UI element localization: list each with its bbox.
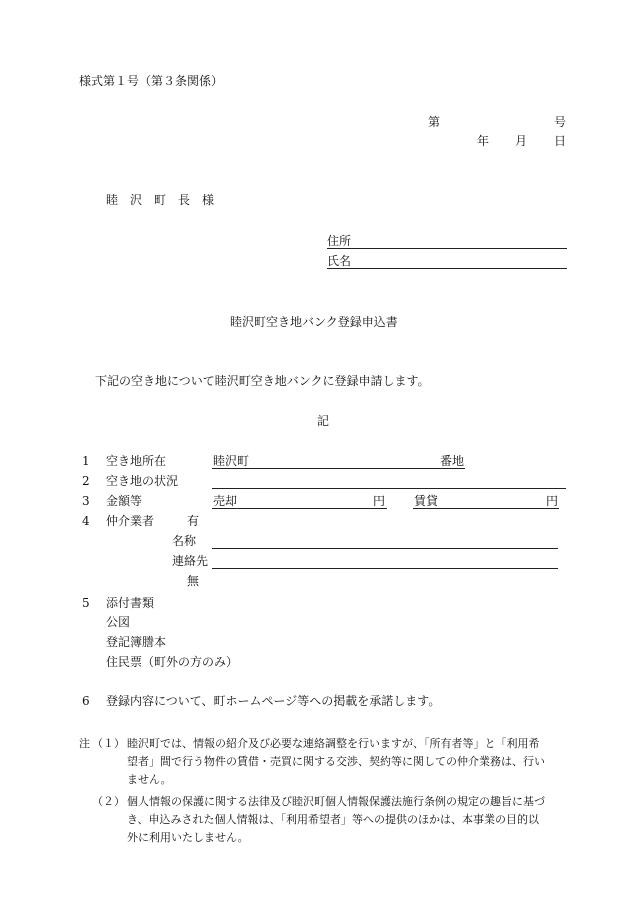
note-1-line-1: 睦沢町では、情報の紹介及び必要な連絡調整を行いますが、「所有者等」と「利用希 (127, 737, 540, 750)
item-2-line[interactable] (212, 488, 566, 489)
date-month: 月 (515, 134, 528, 148)
item-1-num: 1 (82, 454, 90, 468)
item-1-label: 空き地所在 (106, 454, 167, 468)
item-5-label: 添付書類 (106, 596, 155, 610)
addressee: 睦 沢 町 長 様 (106, 193, 215, 207)
item-3-label: 金額等 (106, 494, 143, 508)
item-2-num: 2 (82, 474, 90, 488)
note-1-num: （１） (92, 737, 125, 750)
item-3-yen1: 円 (373, 494, 386, 508)
name-label: 氏名 (327, 254, 352, 268)
item-3-rent: 賃貸 (414, 494, 439, 508)
intro-text: 下記の空き地について睦沢町空き地バンクに登録申請します。 (95, 374, 430, 388)
item-4-name-line[interactable] (212, 548, 558, 549)
item-4-contact-line[interactable] (212, 568, 558, 569)
date-year: 年 (477, 134, 490, 148)
item-4-contact-label: 連絡先 (172, 554, 209, 568)
item-2-label: 空き地の状況 (106, 474, 179, 488)
item-4-label: 仲介業者 (106, 514, 155, 528)
item-6-num: 6 (82, 694, 90, 708)
item-1-line[interactable] (212, 468, 465, 469)
note-2-line-1: 個人情報の保護に関する法律及び睦沢町個人情報保護法施行条例の規定の趣旨に基づ (127, 795, 545, 808)
ki-label: 記 (317, 414, 330, 428)
address-label: 住所 (327, 234, 352, 248)
item-4-yes: 有 (187, 514, 200, 528)
item-4-num: 4 (82, 514, 90, 528)
item-1-town: 睦沢町 (213, 454, 250, 468)
item-5-num: 5 (82, 596, 90, 610)
item-5-doc-3: 住民票（町外の方のみ） (106, 655, 239, 669)
doc-number-go: 号 (554, 115, 567, 129)
item-1-banchi: 番地 (440, 454, 465, 468)
item-3-rent-line[interactable] (413, 508, 559, 509)
form-number: 様式第１号（第３条関係） (79, 74, 224, 88)
item-5-doc-2: 登記簿謄本 (106, 635, 167, 649)
address-line[interactable] (327, 248, 567, 249)
name-line[interactable] (327, 268, 567, 269)
note-1-line-2: 望者」間で行う物件の賃借・売買に関する交渉、契約等に関しての仲介業務は、行い (127, 755, 545, 768)
page-title: 睦沢町空き地バンク登録申込書 (230, 315, 398, 329)
item-3-sale-line[interactable] (212, 508, 387, 509)
note-prefix: 注 (79, 737, 90, 750)
item-5-doc-1: 公図 (106, 615, 131, 629)
item-3-yen2: 円 (546, 494, 559, 508)
item-3-num: 3 (82, 494, 90, 508)
note-2-line-3: 外に利用いたしません。 (127, 831, 249, 844)
doc-number-dai: 第 (428, 115, 441, 129)
item-4-name-label: 名称 (172, 534, 197, 548)
note-2-num: （２） (92, 795, 125, 808)
item-4-no: 無 (187, 574, 200, 588)
note-2-line-2: き、申込みされた個人情報は、「利用希望者」等への提供のほかは、本事業の目的以 (127, 813, 540, 826)
date-day: 日 (554, 134, 567, 148)
item-3-sale: 売却 (213, 494, 238, 508)
item-6-label: 登録内容について、町ホームページ等への掲載を承諾します。 (106, 694, 441, 708)
note-1-line-3: ません。 (127, 773, 172, 786)
